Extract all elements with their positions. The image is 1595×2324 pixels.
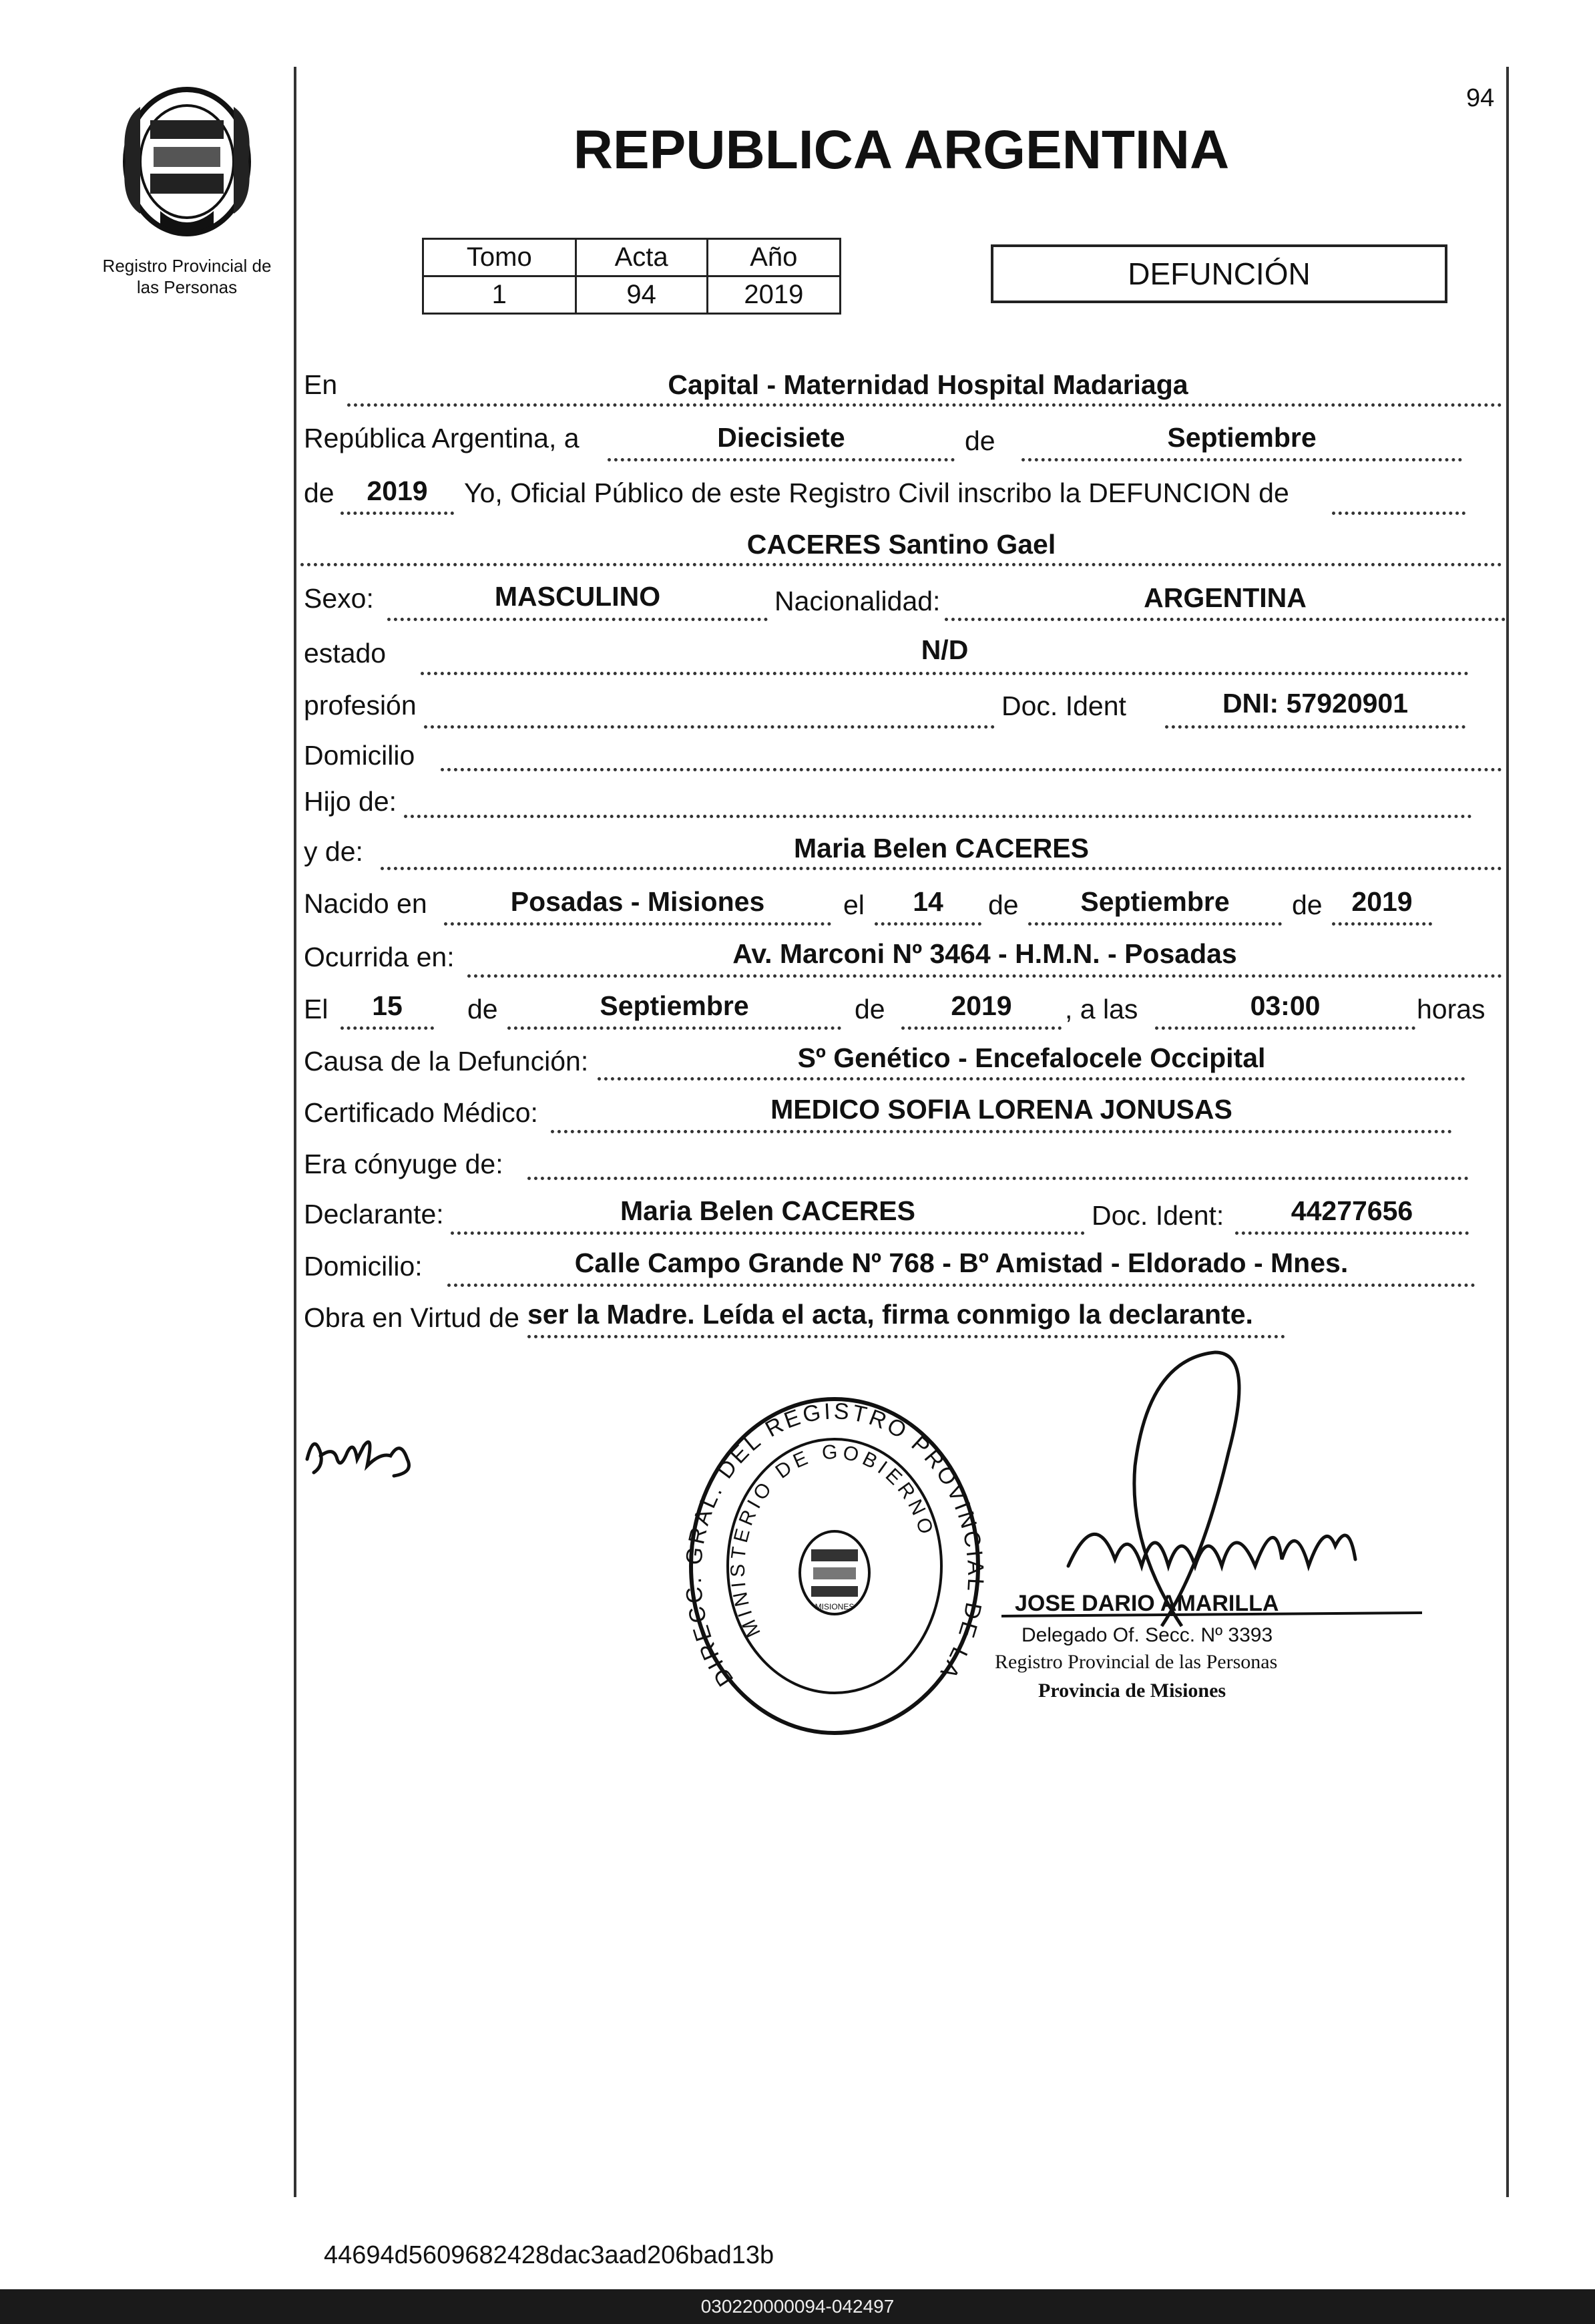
label-certificado: Certificado Médico: <box>304 1097 538 1128</box>
label-nacionalidad: Nacionalidad: <box>774 586 941 616</box>
dotted-line <box>598 1077 1465 1081</box>
label-ocurrida: Ocurrida en: <box>304 942 455 972</box>
death-time: 03:00 <box>1250 990 1321 1021</box>
label-estado: estado <box>304 638 387 668</box>
dotted-line <box>421 672 1469 675</box>
dotted-line <box>451 1231 1085 1235</box>
deceased-name: CACERES Santino Gael <box>746 529 1056 560</box>
label-el: el <box>843 890 865 920</box>
dotted-line <box>387 618 768 621</box>
label-domicilio-2: Domicilio: <box>304 1251 423 1282</box>
record-table <box>422 238 841 315</box>
nacionalidad-value: ARGENTINA <box>1144 582 1307 613</box>
label-de: de <box>1292 890 1323 920</box>
label-el-cap: El <box>304 994 328 1024</box>
label-causa: Causa de la Defunción: <box>304 1046 589 1077</box>
label-a-las: , a las <box>1065 994 1138 1024</box>
label-conyuge: Era cónyuge de: <box>304 1149 503 1179</box>
dotted-line <box>527 1335 1285 1338</box>
declarant-signature <box>300 1419 421 1486</box>
dotted-line <box>1155 1026 1415 1030</box>
dotted-line <box>381 867 1502 870</box>
value-acta: 94 <box>576 276 707 314</box>
dotted-line <box>1028 922 1282 926</box>
registry-line-2: las Personas <box>136 277 238 297</box>
dotted-line <box>527 1177 1469 1180</box>
official-title: Delegado Of. Secc. Nº 3393 <box>1021 1624 1273 1646</box>
official-province: Provincia de Misiones <box>1038 1680 1226 1702</box>
label-domicilio: Domicilio <box>304 740 415 771</box>
dotted-line <box>300 563 1502 566</box>
dotted-line <box>424 725 995 729</box>
label-de: de <box>467 994 498 1024</box>
dotted-line <box>901 1026 1062 1030</box>
dotted-line <box>507 1026 841 1030</box>
seal-outer-text: DIRECC. GRAL. DEL REGISTRO PROVINCIAL DE LA <box>681 1398 988 1691</box>
label-de-year: de <box>304 477 334 508</box>
dotted-line <box>1332 922 1432 926</box>
dotted-line <box>945 618 1506 621</box>
declarant-name: Maria Belen CACERES <box>620 1195 915 1226</box>
header-anio: Año <box>707 239 840 276</box>
death-year: 2019 <box>951 990 1012 1021</box>
header-acta: Acta <box>576 239 707 276</box>
dotted-line <box>1165 725 1465 729</box>
mother-name: Maria Belen CACERES <box>793 833 1089 863</box>
province-emblem <box>113 80 260 240</box>
label-horas: horas <box>1417 994 1486 1024</box>
right-margin-line <box>1506 67 1509 2197</box>
label-doc-ident-2: Doc. Ident: <box>1092 1200 1224 1231</box>
registration-month: Septiembre <box>1167 422 1317 453</box>
label-nacido: Nacido en <box>304 888 427 919</box>
dotted-line <box>1021 458 1462 461</box>
official-statement: Yo, Oficial Público de este Registro Civil inscribo la DEFUNCION de <box>464 477 1289 508</box>
label-doc-ident: Doc. Ident <box>1001 691 1126 721</box>
cause-of-death: Sº Genético - Encefalocele Occipital <box>797 1042 1266 1073</box>
label-en: En <box>304 369 338 400</box>
official-registry: Registro Provincial de las Personas <box>995 1651 1278 1673</box>
birth-day: 14 <box>913 886 943 917</box>
seal-inner-text: MINISTERIO DE GOBIERNO <box>726 1440 939 1641</box>
label-y-de: y de: <box>304 836 363 867</box>
doc-ident-value: DNI: 57920901 <box>1222 688 1409 719</box>
registry-line-1: Registro Provincial de <box>102 256 272 276</box>
place-of-registration: Capital - Maternidad Hospital Madariaga <box>668 369 1188 400</box>
dotted-line <box>441 768 1502 771</box>
dotted-line <box>875 922 981 926</box>
dotted-line <box>447 1284 1475 1287</box>
declarant-doc-ident: 44277656 <box>1291 1195 1413 1226</box>
death-place: Av. Marconi Nº 3464 - H.M.N. - Posadas <box>732 938 1237 969</box>
label-de: de <box>855 994 885 1024</box>
sexo-value: MASCULINO <box>494 581 661 612</box>
left-margin-line <box>294 67 296 2197</box>
declarant-address: Calle Campo Grande Nº 768 - Bº Amistad - Eldorado - Mnes. <box>574 1247 1349 1278</box>
label-hijo: Hijo de: <box>304 786 397 817</box>
label-de: de <box>965 425 995 456</box>
death-month: Septiembre <box>600 990 749 1021</box>
registration-year: 2019 <box>367 475 428 506</box>
official-seal <box>681 1392 988 1740</box>
label-de: de <box>988 890 1019 920</box>
page-number: 94 <box>1466 84 1495 112</box>
birth-month: Septiembre <box>1080 886 1230 917</box>
label-declarante: Declarante: <box>304 1199 444 1229</box>
dotted-line <box>1235 1231 1469 1235</box>
footer-barcode-text: 030220000094-042497 <box>0 2289 1595 2324</box>
document-title: REPUBLICA ARGENTINA <box>573 120 1230 180</box>
dotted-line <box>340 512 454 515</box>
dotted-line <box>1332 512 1465 515</box>
dotted-line <box>467 974 1502 978</box>
document-hash: 44694d5609682428dac3aad206bad13b <box>324 2241 774 2269</box>
dotted-line <box>608 458 955 461</box>
death-day: 15 <box>372 990 403 1021</box>
dotted-line <box>347 403 1502 407</box>
header-tomo: Tomo <box>423 239 576 276</box>
record-type-box: DEFUNCIÓN <box>991 244 1447 303</box>
dotted-line <box>340 1026 434 1030</box>
birth-place: Posadas - Misiones <box>510 886 765 917</box>
dotted-line <box>551 1130 1452 1133</box>
registration-day: Diecisiete <box>717 422 845 453</box>
label-republica: República Argentina, a <box>304 423 580 453</box>
label-obra: Obra en Virtud de <box>304 1302 519 1333</box>
seal-center-text: MISIONES <box>815 1602 855 1611</box>
label-sexo: Sexo: <box>304 583 374 614</box>
medical-certificate: MEDICO SOFIA LORENA JONUSAS <box>770 1094 1232 1125</box>
birth-year: 2019 <box>1351 886 1413 917</box>
obra-text: ser la Madre. Leída el acta, firma conmigo la declarante. <box>527 1299 1253 1330</box>
value-anio: 2019 <box>707 276 840 314</box>
official-name: JOSE DARIO AMARILLA <box>1015 1591 1279 1616</box>
estado-value: N/D <box>921 634 969 665</box>
dotted-line <box>404 815 1472 818</box>
dotted-line <box>444 922 831 926</box>
value-tomo: 1 <box>423 276 576 314</box>
label-profesion: profesión <box>304 690 417 721</box>
